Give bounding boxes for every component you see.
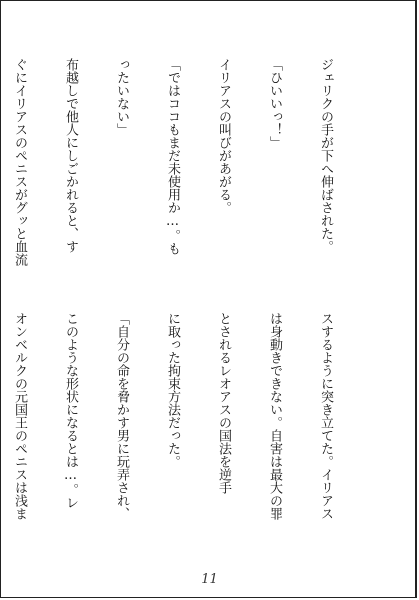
text-column: ジェリクの手が下へ伸ばされた。	[318, 58, 333, 253]
text-column: ぐにイリアスのペニスがグッと血流	[12, 58, 27, 266]
text-column: オンベルクの元国王のペニスは浅ま	[12, 312, 27, 520]
page-number: 11	[201, 572, 218, 587]
text-column: 布越しで他人にしごかれると、す	[63, 58, 78, 253]
text-column: ったいない」	[114, 58, 129, 136]
text-column: に取った拘束方法だった。	[165, 312, 180, 468]
text-column: は身動きできない。自害は最大の罪	[267, 312, 282, 520]
text-block-top	[12, 58, 368, 298]
text-column: とされるレオアスの国法を逆手	[216, 312, 231, 494]
text-block-bottom	[12, 312, 368, 522]
text-column: スするように突き立てた。イリアス	[318, 312, 333, 520]
text-column: 「自分の命を脅かす男に玩弄され、	[114, 312, 129, 520]
text-column: 「ではココもまだ未使用か…。も	[165, 58, 180, 255]
text-column: 「ひいいっ！」	[267, 58, 282, 149]
text-column: イリアスの叫びがあがる。	[216, 58, 231, 214]
text-column: このような形状になるとは…。レ	[63, 312, 78, 509]
